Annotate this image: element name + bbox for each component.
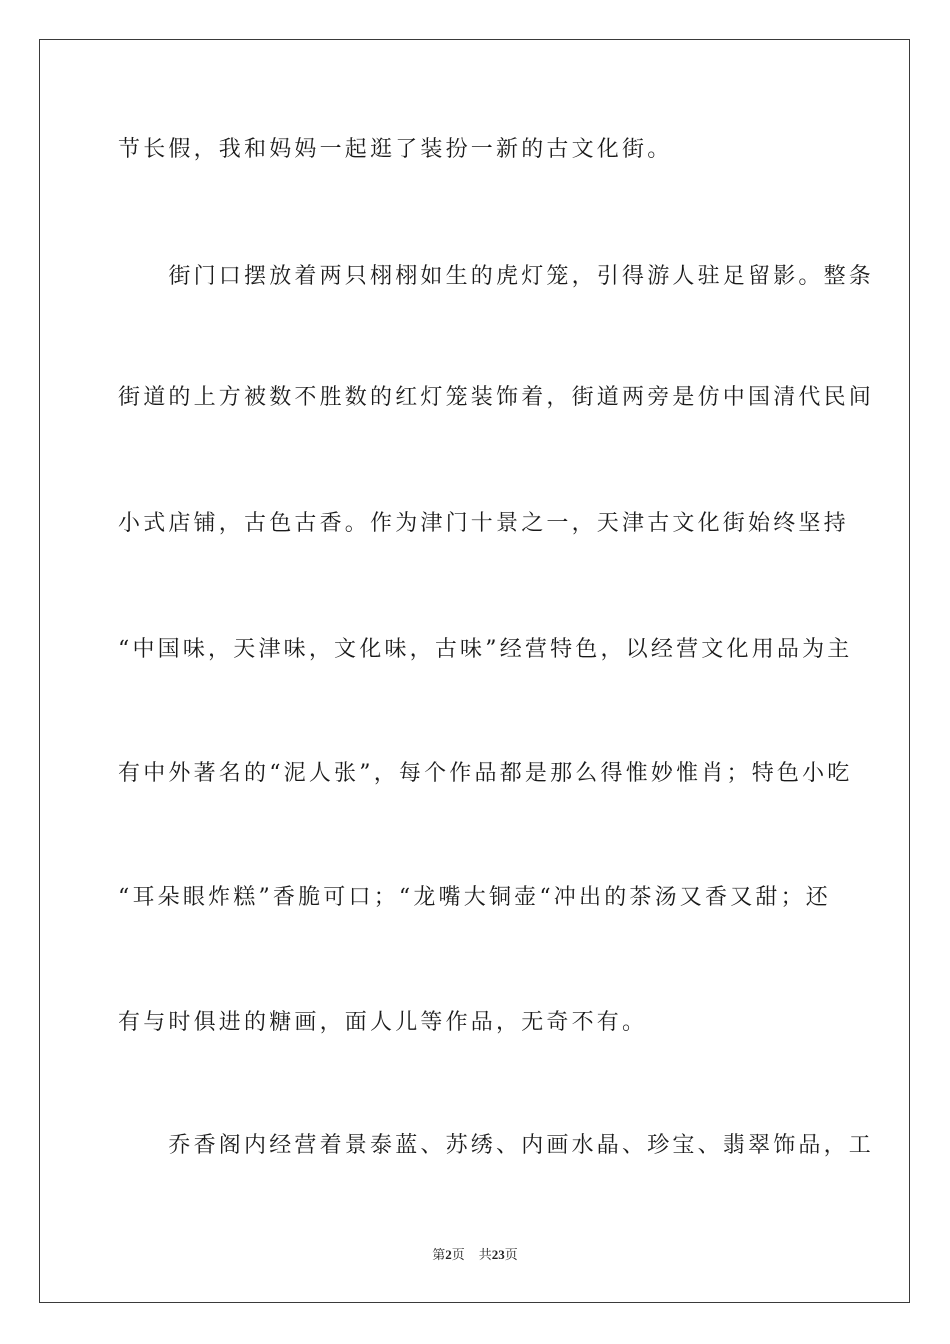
page-border xyxy=(39,39,910,1303)
paragraph-line: 乔香阁内经营着景泰蓝、苏绣、内画水晶、珍宝、翡翠饰品，工 xyxy=(118,1133,875,1158)
paragraph-line: “中国味，天津味，文化味，古味”经营特色，以经营文化用品为主 xyxy=(118,637,853,662)
page-prefix: 第 xyxy=(432,1248,446,1263)
paragraph-line: 街门口摆放着两只栩栩如生的虎灯笼，引得游人驻足留影。整条 xyxy=(118,264,875,289)
paragraph-line: 有与时俱进的糖画，面人儿等作品，无奇不有。 xyxy=(118,1010,648,1035)
paragraph-line: 节长假，我和妈妈一起逛了装扮一新的古文化街。 xyxy=(118,137,673,162)
total-page-count: 23 xyxy=(491,1247,505,1262)
paragraph-line: 有中外著名的“泥人张”，每个作品都是那么得惟妙惟肖；特色小吃 xyxy=(118,761,853,786)
paragraph-line: 街道的上方被数不胜数的红灯笼装饰着，街道两旁是仿中国清代民间 xyxy=(118,385,875,410)
page-footer xyxy=(0,1246,950,1265)
current-page-number: 2 xyxy=(445,1247,452,1262)
total-suffix: 页 xyxy=(504,1248,518,1263)
paragraph-line: “耳朵眼炸糕”香脆可口；“龙嘴大铜壶“冲出的茶汤又香又甜；还 xyxy=(118,885,831,910)
total-prefix: 共 xyxy=(478,1248,492,1263)
page-suffix: 页 xyxy=(451,1248,465,1263)
paragraph-line: 小式店铺，古色古香。作为津门十景之一，天津古文化街始终坚持 xyxy=(118,511,849,536)
